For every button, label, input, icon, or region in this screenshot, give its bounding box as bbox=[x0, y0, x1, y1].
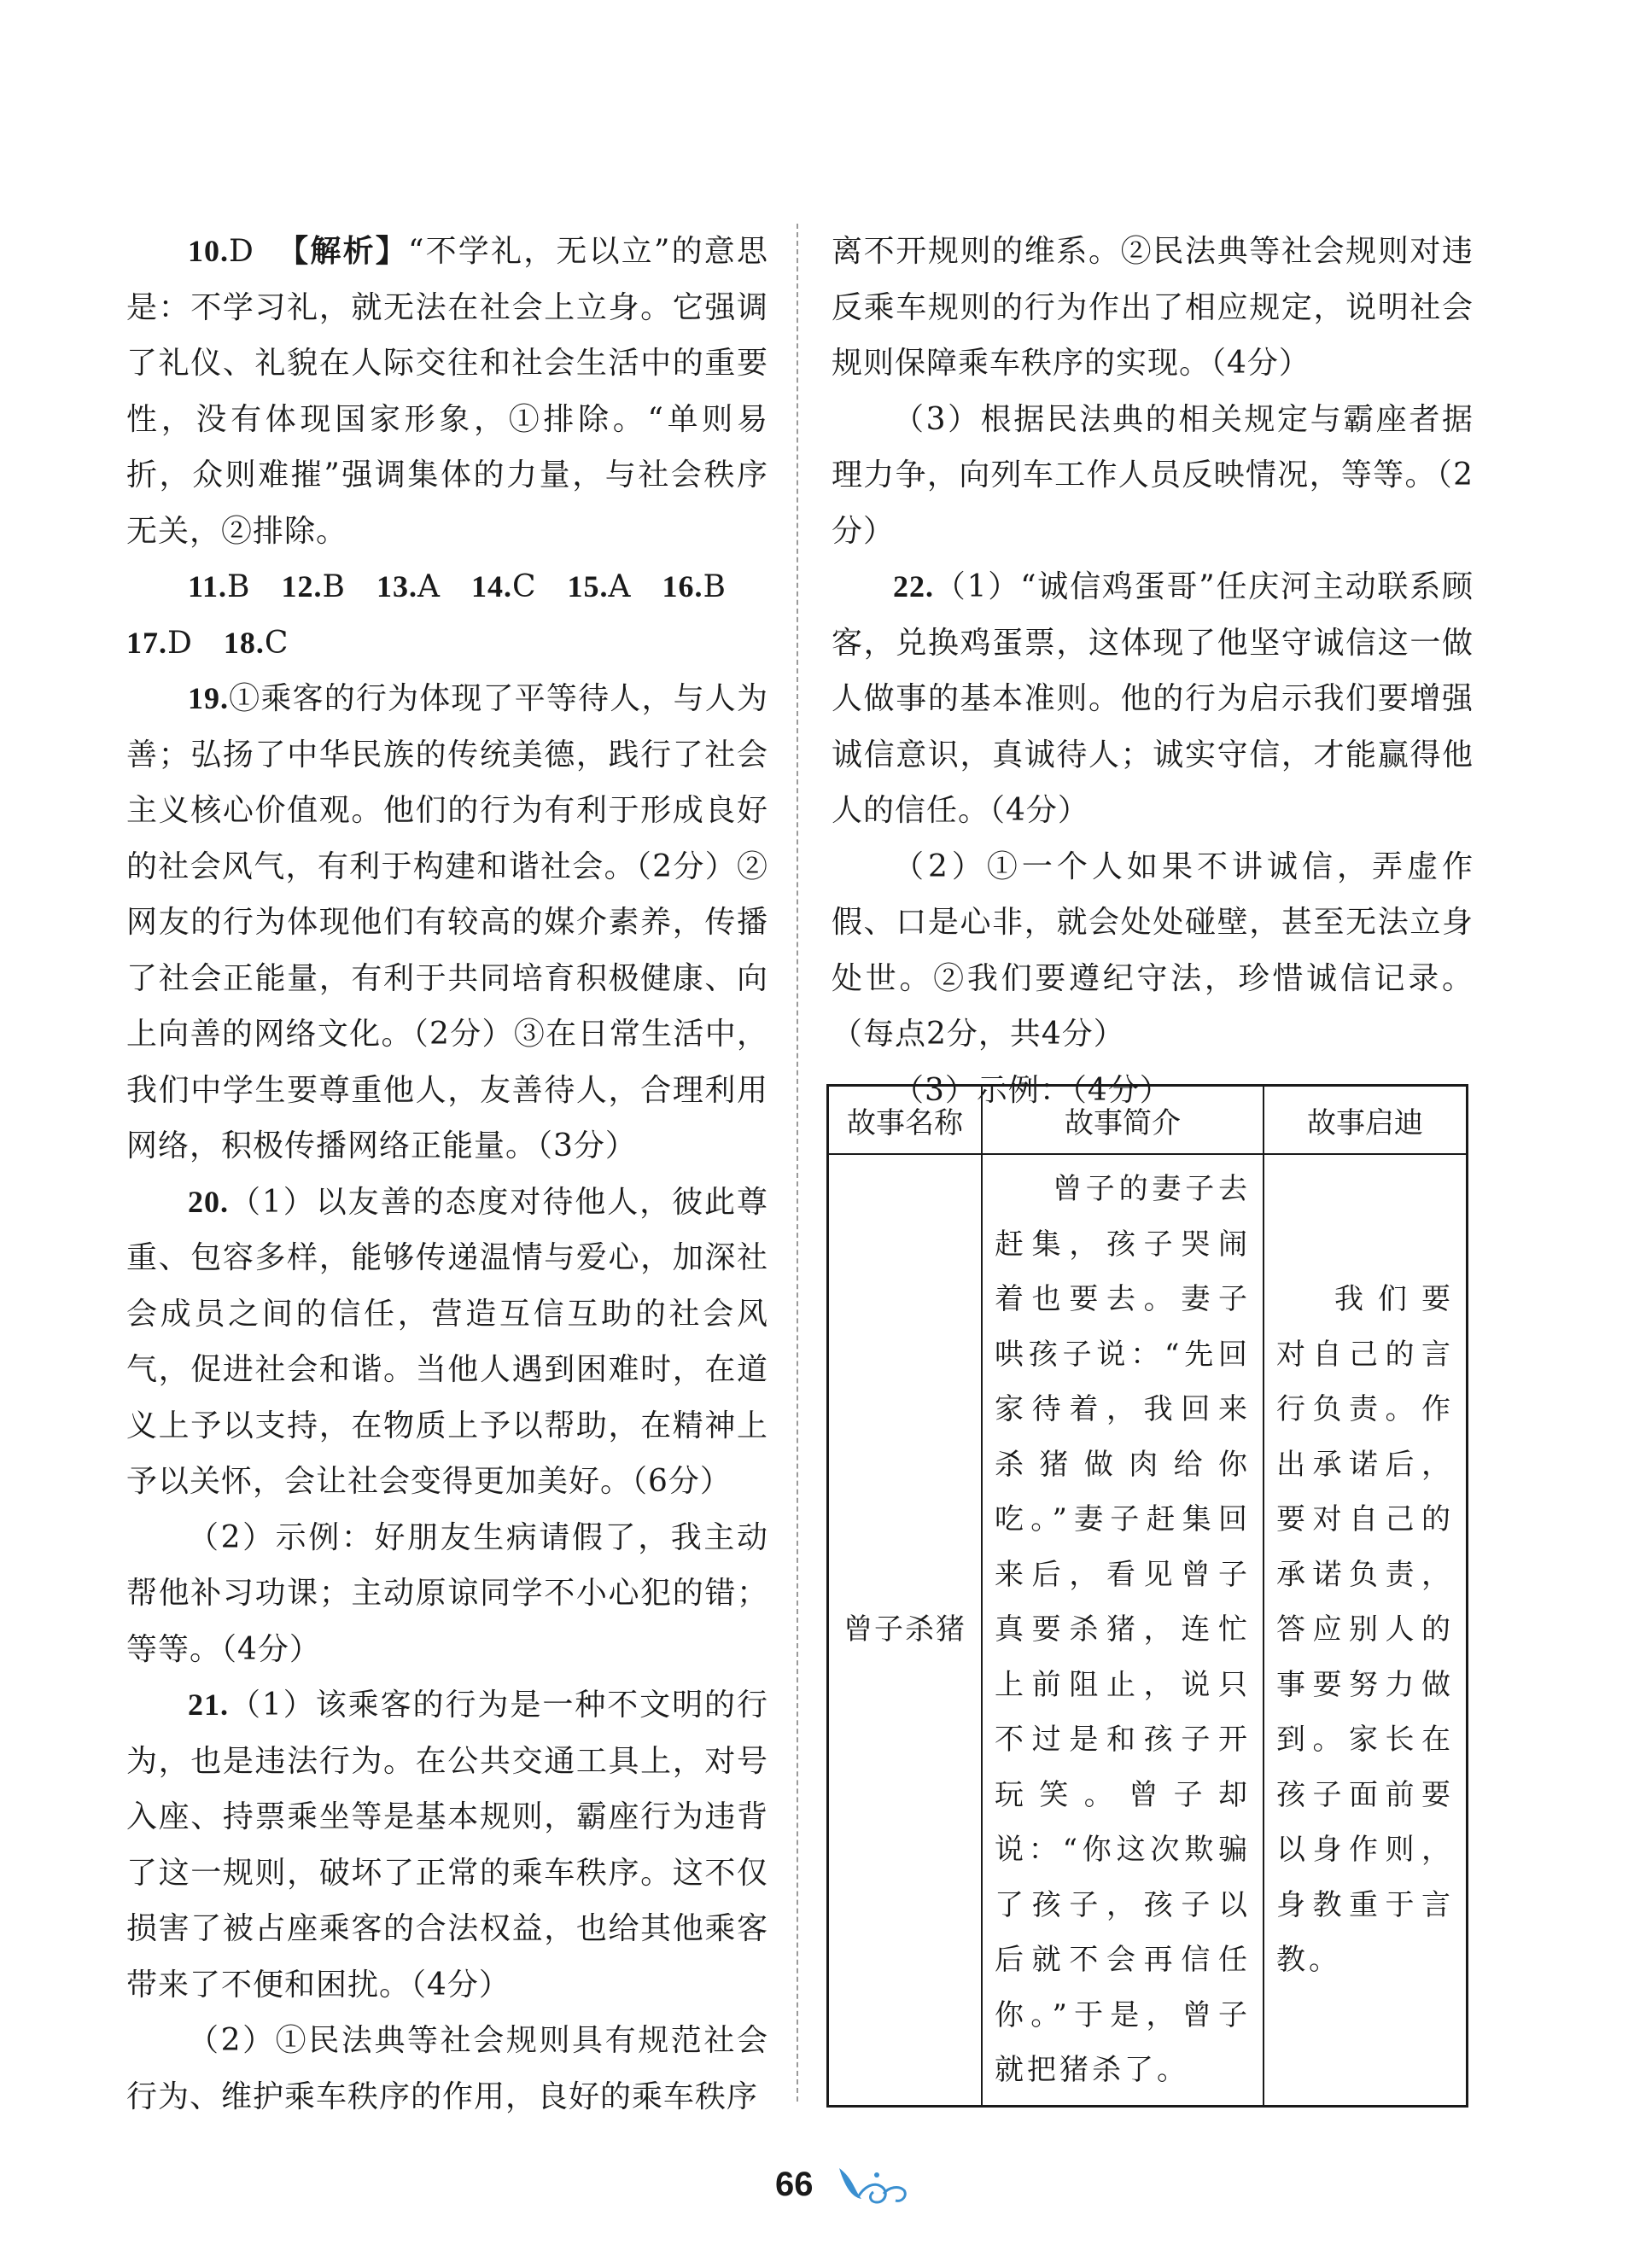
answer-q22-part3: （3）示例：（4分） bbox=[893, 1072, 1171, 1108]
q10-text: “不学礼，无以立”的意思是：不学习礼，就无法在社会上立身。它强调了礼仪、礼貌在人际交往和社会生活中的重要性，没有体现国家形象，①排除。“单则易折，众则难摧”强调集体的力量，与社会秩序无关，②排除。 bbox=[126, 234, 768, 549]
q21-number: 21. bbox=[188, 1688, 229, 1722]
mc-answer-16: 16.B bbox=[662, 569, 727, 604]
answer-q21-part2-start: （2）①民法典等社会规则具有规范社会行为、维护乘车秩序的作用，良好的乘车秩序 bbox=[126, 2023, 768, 2114]
right-column bbox=[832, 224, 1474, 1118]
header-story-lesson: 故事启迪 bbox=[1264, 1086, 1468, 1155]
header-story-summary: 故事简介 bbox=[982, 1086, 1264, 1155]
mc-answer-18: 18.C bbox=[223, 625, 289, 661]
mc-answer-11: 11.B bbox=[188, 569, 251, 604]
left-column bbox=[126, 224, 768, 2125]
mc-answer-12: 12.B bbox=[281, 569, 346, 604]
q20-number: 20. bbox=[188, 1184, 229, 1219]
q10-analysis-tag: 【解析】 bbox=[277, 233, 408, 269]
answer-q20-part1 bbox=[126, 1175, 768, 1510]
mc-answers-line-2 bbox=[126, 615, 768, 672]
q10-number: 10. bbox=[188, 234, 229, 268]
q22-part1-text: （1）“诚信鸡蛋哥”任庆河主动联系顾客，兑换鸡蛋票，这体现了他坚守诚信这一做人做事的基本准则。他的行为启示我们要增强诚信意识，真诚待人；诚实守信，才能赢得他人的信任。（4分） bbox=[832, 569, 1474, 828]
mc-answer-13: 13.A bbox=[376, 569, 441, 604]
answer-q21-part2-cont: 离不开规则的维系。②民法典等社会规则对违反乘车规则的行为作出了相应规定，说明社会规则保障乘车秩序的实现。（4分） bbox=[832, 234, 1474, 381]
answer-q19 bbox=[126, 671, 768, 1175]
q21-part1-text: （1）该乘客的行为是一种不文明的行为，也是违法行为。在公共交通工具上，对号入座、持票乘坐等是基本规则，霸座行为违背了这一规则，破坏了正常的乘车秩序。这不仅损害了被占座乘客的合法权益，也给其他乘客带来了不便和困扰。（4分） bbox=[126, 1688, 768, 2003]
cell-story-summary: 曾子的妻子去赶集，孩子哭闹着也要去。妻子哄孩子说：“先回家待着，我回来杀猪做肉给你吃。”妻子赶集回来后，看见曾子真要杀猪，连忙上前阻止，说只不过是和孩子开玩笑。曾子却说：“你这次欺骗了孩子，孩子以后就不会再信任你。”于是，曾子就把猪杀了。 bbox=[982, 1154, 1264, 2106]
q22-number: 22. bbox=[893, 569, 934, 603]
answer-q21-part1 bbox=[126, 1677, 768, 2013]
header-story-name: 故事名称 bbox=[828, 1086, 983, 1155]
answer-q21-part3: （3）根据民法典的相关规定与霸座者据理力争，向列车工作人员反映情况，等等。（2分） bbox=[832, 401, 1474, 549]
answer-q22-part2: （2）①一个人如果不讲诚信，弄虚作假、口是心非，就会处处碰壁，甚至无法立身处世。②我们要遵纪守法，珍惜诚信记录。（每点2分，共4分） bbox=[832, 848, 1474, 1052]
answer-q22-part1 bbox=[832, 559, 1474, 839]
table-row bbox=[828, 1154, 1468, 2106]
mc-answer-17: 17.D bbox=[126, 625, 193, 661]
q20-part1-text: （1）以友善的态度对待他人，彼此尊重、包容多样，能够传递温情与爱心，加深社会成员之间的信任，营造互信互助的社会风气，促进社会和谐。当他人遇到困难时，在道义上予以支持，在物质上予以帮助，在精神上予以关怀，会让社会变得更加美好。（6分） bbox=[126, 1184, 768, 1499]
column-divider bbox=[797, 224, 798, 2102]
swirl-ornament-icon bbox=[832, 2160, 909, 2207]
mc-answers-line-1 bbox=[126, 559, 768, 615]
story-table-header-row bbox=[828, 1086, 1468, 1155]
answer-q20-part2: （2）示例：好朋友生病请假了，我主动帮他补习功课；主动原谅同学不小心犯的错；等等。（4分） bbox=[126, 1519, 768, 1667]
q19-text: ①乘客的行为体现了平等待人，与人为善；弘扬了中华民族的传统美德，践行了社会主义核心价值观。他们的行为有利于形成良好的社会风气，有利于构建和谐社会。（2分）②网友的行为体现他们有较高的媒介素养，传播了社会正能量，有利于共同培育积极健康、向上向善的网络文化。（2分）③在日常生活中，我们中学生要尊重他人，友善待人，合理利用网络，积极传播网络正能量。（3分） bbox=[126, 681, 768, 1163]
mc-answer-14: 14.C bbox=[470, 569, 537, 604]
cell-story-lesson: 我们要对自己的言行负责。作出承诺后，要对自己的承诺负责，答应别人的事要努力做到。家长在孩子面前要以身作则，身教重于言教。 bbox=[1264, 1154, 1468, 2106]
answer-q10 bbox=[126, 224, 768, 559]
cell-story-name: 曾子杀猪 bbox=[828, 1154, 983, 2106]
q10-answer: D bbox=[229, 234, 254, 269]
mc-answer-15: 15.A bbox=[567, 569, 632, 604]
q19-number: 19. bbox=[188, 681, 229, 715]
page-number: 66 bbox=[775, 2166, 814, 2203]
story-table bbox=[826, 1084, 1468, 2108]
